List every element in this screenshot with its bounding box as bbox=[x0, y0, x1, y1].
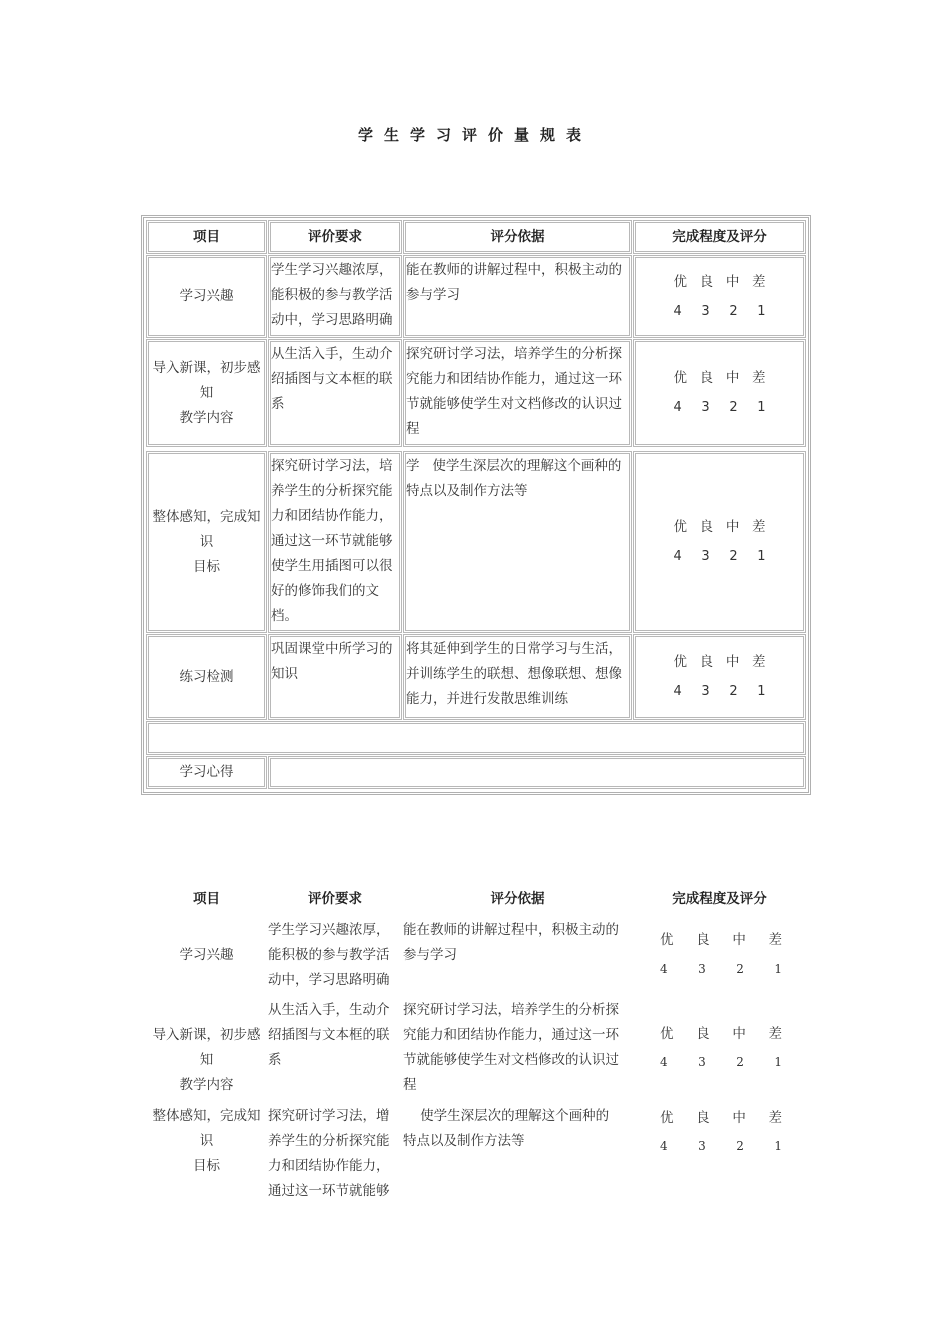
row2-basis-line: 程 bbox=[406, 421, 420, 437]
grade-label-poor: 差 bbox=[751, 273, 766, 290]
row4-basis-line: 能力，并进行发散思维训练 bbox=[406, 691, 568, 707]
grade-value: 2 bbox=[736, 1139, 744, 1153]
grade-label-excellent: 优 bbox=[673, 273, 687, 290]
grade-value: 3 bbox=[698, 962, 706, 976]
row2-item-line: 导入新课，初步感知 bbox=[152, 359, 261, 401]
grade-label-poor: 差 bbox=[768, 1110, 782, 1126]
row2-basis-line: 节就能够使学生对文档修改的认识过 bbox=[406, 396, 622, 412]
row1-grade bbox=[633, 255, 806, 338]
table2-row1-grade-labels bbox=[660, 928, 782, 948]
grade-label-fair: 中 bbox=[725, 273, 740, 290]
table2-row2-requirement-line: 从生活入手，生动介 bbox=[268, 1002, 390, 1018]
grade-label-fair: 中 bbox=[732, 1026, 746, 1042]
grade-value: 3 bbox=[701, 549, 710, 564]
grade-value: 3 bbox=[701, 303, 710, 319]
grade-value: 1 bbox=[774, 1055, 782, 1069]
empty-row bbox=[146, 721, 806, 755]
grade-value: 4 bbox=[660, 1139, 668, 1153]
grade-value: 1 bbox=[757, 549, 766, 564]
table2-row2-grade-values bbox=[660, 1055, 782, 1069]
grade-value: 2 bbox=[729, 400, 738, 415]
grade-value: 2 bbox=[736, 962, 744, 976]
grade-value: 2 bbox=[736, 1055, 744, 1069]
row1-requirement bbox=[268, 255, 402, 338]
table2-row3-basis-line: 特点以及制作方法等 bbox=[403, 1133, 525, 1149]
row3-item-line: 目标 bbox=[193, 558, 220, 575]
row2-requirement bbox=[268, 339, 402, 447]
table2-row3-requirement bbox=[268, 1104, 402, 1204]
table2-header-requirement: 评价要求 bbox=[308, 891, 362, 907]
table2-row2-basis-line: 节就能够使学生对文档修改的认识过 bbox=[403, 1052, 619, 1068]
row4-item bbox=[146, 634, 267, 720]
grade-label-excellent: 优 bbox=[660, 1026, 674, 1042]
table2-row2-item bbox=[146, 1023, 267, 1098]
page-title: 学生学习评价量规表 bbox=[357, 126, 592, 144]
table2-row3-requirement-line: 养学生的分析探究能 bbox=[268, 1133, 390, 1149]
row4-basis-line: 并训练学生的联想、想像联想、想像 bbox=[406, 666, 622, 682]
grade-label-excellent: 优 bbox=[673, 654, 687, 670]
row2-basis-line: 究能力和团结协作能力，通过这一环 bbox=[406, 371, 622, 387]
table2-row3-requirement-line: 力和团结协作能力， bbox=[268, 1158, 390, 1174]
row3-item bbox=[146, 451, 267, 633]
grade-label-good: 良 bbox=[699, 519, 714, 535]
table2-row3-requirement-line: 通过这一环节就能够 bbox=[268, 1183, 390, 1199]
grade-value: 4 bbox=[673, 549, 682, 564]
row1-requirement-line: 学生学习兴趣浓厚， bbox=[271, 262, 393, 278]
header-requirement: 评价要求 bbox=[268, 220, 402, 254]
grade-label-good: 良 bbox=[699, 273, 714, 290]
row2-item-line: 教学内容 bbox=[179, 409, 234, 426]
grade-label-fair: 中 bbox=[725, 370, 740, 386]
table2-row2-item-line: 教学内容 bbox=[179, 1077, 234, 1093]
grade-values bbox=[674, 677, 766, 707]
grade-label-poor: 差 bbox=[768, 932, 782, 948]
row3-requirement-line: 档。 bbox=[271, 608, 298, 624]
row4-requirement-line: 知识 bbox=[271, 666, 298, 682]
grade-value: 1 bbox=[757, 303, 766, 319]
table2-row2-requirement-line: 绍插图与文本框的联 bbox=[268, 1027, 390, 1043]
row3-requirement-line: 力和团结协作能力， bbox=[271, 508, 393, 524]
table2-row1-grade-values bbox=[660, 962, 782, 976]
row1-basis-line: 能在教师的讲解过程中，积极主动的 bbox=[406, 262, 622, 278]
row3-requirement-line: 通过这一环节就能够 bbox=[271, 533, 393, 549]
row2-requirement-line: 系 bbox=[271, 396, 285, 412]
table2-row3-grade-labels bbox=[660, 1106, 782, 1126]
table2-header-item: 项目 bbox=[193, 891, 220, 907]
grade-value: 1 bbox=[774, 1139, 782, 1153]
table2-row3-basis bbox=[403, 1104, 632, 1154]
grade-value: 3 bbox=[701, 400, 710, 415]
grade-labels bbox=[674, 267, 766, 297]
grade-label-excellent: 优 bbox=[660, 1110, 674, 1126]
header-basis: 评分依据 bbox=[403, 220, 632, 254]
table2-row3-grade-values bbox=[660, 1139, 782, 1153]
table2-row1-requirement bbox=[268, 918, 402, 993]
row4-requirement bbox=[268, 634, 402, 720]
grade-value: 3 bbox=[698, 1139, 706, 1153]
reflection-label bbox=[146, 756, 267, 789]
grade-values bbox=[674, 297, 766, 327]
row1-item bbox=[146, 255, 267, 338]
table2-row1-basis-line: 参与学习 bbox=[403, 947, 457, 963]
grade-values bbox=[674, 542, 766, 572]
grade-label-good: 良 bbox=[696, 932, 710, 948]
row3-requirement-line: 使学生用插图可以很 bbox=[271, 558, 393, 574]
row1-basis bbox=[403, 255, 632, 338]
grade-value: 1 bbox=[757, 400, 766, 415]
grade-value: 1 bbox=[757, 684, 766, 699]
grade-values bbox=[674, 393, 766, 423]
grade-value: 2 bbox=[729, 684, 738, 699]
grade-value: 3 bbox=[698, 1055, 706, 1069]
table2-header-basis: 评分依据 bbox=[490, 891, 545, 907]
row2-basis bbox=[403, 339, 632, 447]
row4-item-line: 练习检测 bbox=[179, 668, 234, 685]
row3-requirement-line: 好的修饰我们的文 bbox=[271, 583, 379, 599]
row1-requirement-line: 动中，学习思路明确 bbox=[271, 312, 393, 328]
row4-grade bbox=[633, 634, 806, 720]
grade-label-excellent: 优 bbox=[660, 932, 674, 948]
header-item: 项目 bbox=[146, 220, 267, 254]
grade-label-fair: 中 bbox=[732, 1110, 746, 1126]
row3-basis bbox=[403, 451, 632, 633]
table2-row1-requirement-line: 动中，学习思路明确 bbox=[268, 972, 390, 988]
row2-requirement-line: 从生活入手，生动介 bbox=[271, 346, 393, 362]
grade-value: 3 bbox=[701, 684, 710, 699]
row4-requirement-line: 巩固课堂中所学习的 bbox=[271, 641, 393, 657]
table2-row3-item-line: 整体感知，完成知识 bbox=[152, 1108, 261, 1149]
grade-label-poor: 差 bbox=[751, 519, 766, 535]
table2-row1-basis bbox=[403, 918, 632, 968]
table2-row3-item-line: 目标 bbox=[193, 1158, 220, 1174]
table2-row2-requirement-line: 系 bbox=[268, 1052, 282, 1068]
row3-requirement bbox=[268, 451, 402, 633]
table2-header-grade: 完成程度及评分 bbox=[672, 891, 767, 907]
row2-requirement-line: 绍插图与文本框的联 bbox=[271, 371, 393, 387]
table2-row3-basis-line: 使学生深层次的理解这个画种的 bbox=[403, 1108, 610, 1124]
table2-row1-basis-line: 能在教师的讲解过程中，积极主动的 bbox=[403, 922, 619, 938]
table2-row1-requirement-line: 学生学习兴趣浓厚， bbox=[268, 922, 390, 938]
table2-row2-item-line: 导入新课，初步感知 bbox=[152, 1027, 261, 1068]
grade-label-good: 良 bbox=[699, 370, 714, 386]
grade-label-good: 良 bbox=[699, 654, 714, 670]
table2-row3-item bbox=[146, 1104, 267, 1179]
grade-label-excellent: 优 bbox=[673, 519, 687, 535]
row4-basis-line: 将其延伸到学生的日常学习与生活， bbox=[406, 641, 622, 657]
grade-label-excellent: 优 bbox=[673, 370, 687, 386]
row3-requirement-line: 探究研讨学习法，培 bbox=[271, 458, 393, 474]
row2-item bbox=[146, 339, 267, 447]
table2-row2-basis-line: 程 bbox=[403, 1077, 417, 1093]
row3-basis-line: 学 使学生深层次的理解这个画种的 bbox=[406, 458, 622, 474]
grade-value: 4 bbox=[660, 1055, 668, 1069]
table2-row2-basis-line: 探究研讨学习法，培养学生的分析探 bbox=[403, 1002, 619, 1018]
grade-label-good: 良 bbox=[696, 1026, 710, 1042]
header-grade: 完成程度及评分 bbox=[633, 220, 806, 254]
row1-item-line: 学习兴趣 bbox=[179, 288, 234, 304]
table2-row2-basis bbox=[403, 998, 632, 1098]
grade-value: 4 bbox=[660, 962, 668, 976]
row2-basis-line: 探究研讨学习法，培养学生的分析探 bbox=[406, 346, 622, 362]
table2-row2-requirement bbox=[268, 998, 402, 1073]
table2-row3-requirement-line: 探究研讨学习法，增 bbox=[268, 1108, 390, 1124]
grade-value: 4 bbox=[673, 303, 682, 319]
row1-basis-line: 参与学习 bbox=[406, 287, 460, 303]
row2-grade bbox=[633, 339, 806, 447]
row4-basis bbox=[403, 634, 632, 720]
grade-label-fair: 中 bbox=[725, 519, 740, 535]
table2-row2-basis-line: 究能力和团结协作能力，通过这一环 bbox=[403, 1027, 619, 1043]
grade-value: 4 bbox=[673, 684, 682, 699]
grade-labels bbox=[674, 363, 766, 393]
table2-row1-requirement-line: 能积极的参与教学活 bbox=[268, 947, 390, 963]
grade-label-poor: 差 bbox=[768, 1026, 782, 1042]
reflection-input[interactable] bbox=[268, 756, 806, 789]
reflection-label-text: 学习心得 bbox=[179, 764, 234, 780]
grade-label-poor: 差 bbox=[751, 370, 766, 386]
table2-row2-grade-labels bbox=[660, 1022, 782, 1042]
table2-row1-item: 学习兴趣 bbox=[179, 947, 234, 963]
grade-labels bbox=[674, 512, 766, 542]
grade-value: 2 bbox=[729, 549, 738, 564]
grade-label-fair: 中 bbox=[725, 654, 740, 670]
row3-basis-line: 特点以及制作方法等 bbox=[406, 483, 528, 499]
grade-value: 4 bbox=[673, 400, 682, 415]
grade-value: 1 bbox=[774, 962, 782, 976]
row3-requirement-line: 养学生的分析探究能 bbox=[271, 483, 393, 499]
grade-label-poor: 差 bbox=[751, 654, 766, 670]
grade-label-good: 良 bbox=[696, 1110, 710, 1126]
grade-label-fair: 中 bbox=[732, 932, 746, 948]
grade-value: 2 bbox=[729, 303, 738, 319]
row3-item-line: 整体感知，完成知识 bbox=[152, 508, 261, 550]
row1-requirement-line: 能积极的参与教学活 bbox=[271, 287, 393, 303]
grade-labels bbox=[674, 647, 766, 677]
row3-grade bbox=[633, 451, 806, 633]
